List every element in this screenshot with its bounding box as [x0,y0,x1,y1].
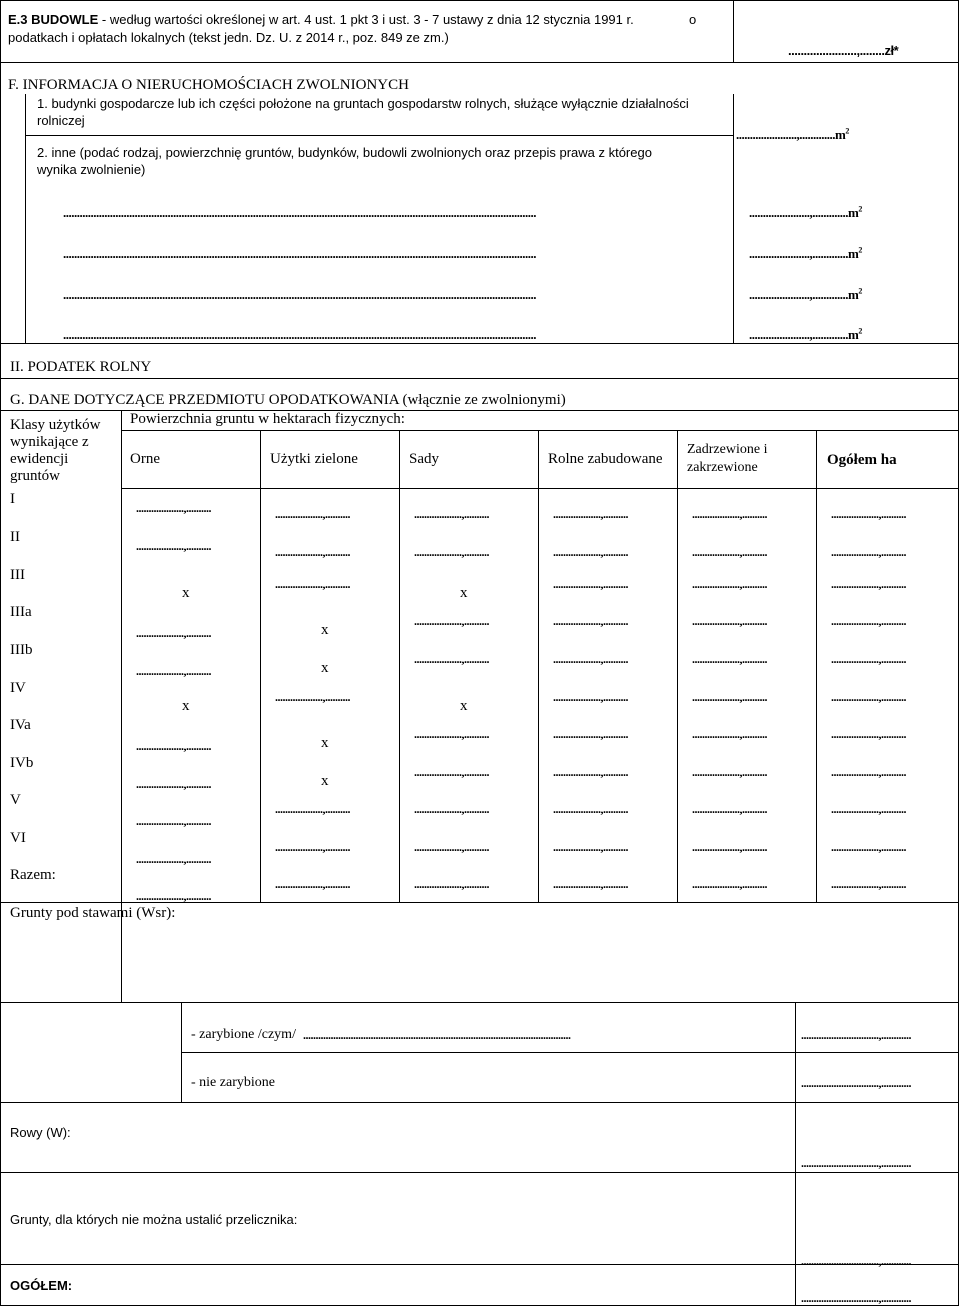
e3-title: E.3 BUDOWLE [8,12,99,27]
g-cell-input[interactable]: ...................,.......... [275,577,350,591]
g-cell-input[interactable]: ...................,.......... [692,614,767,628]
g-title [10,391,566,410]
g-cell-input[interactable]: ...................,.......... [831,690,906,704]
lower-divider [795,1002,796,1306]
e3-divider [733,0,734,62]
g-cell-input[interactable]: ...................,.......... [136,626,211,640]
g-cell-excluded-mark: x [182,585,190,601]
rowy-label: Rowy (W): [10,1125,71,1140]
ii-bottom [0,378,959,379]
g-sub-header-top [121,430,959,431]
f-title: F. INFORMACJA O NIERUCHOMOŚCIACH ZWOLNIONYCH [8,77,409,93]
f-line-3-amount-text: ......................,.............m [749,287,859,302]
border-right [958,0,959,1306]
f-line-3-amount-sup: 2 [858,286,862,296]
g-row-label: IIIb [10,642,33,658]
g-row-label: IVb [10,755,34,771]
g-cell-input[interactable]: ...................,.......... [692,727,767,741]
ii-title: II. PODATEK ROLNY [10,359,152,375]
f-divider [733,94,734,344]
f-line-2-dots[interactable]: ............................................................................................................................................................................ [63,246,536,261]
e3-bottom [0,62,959,63]
f-item1-amount[interactable] [736,126,849,143]
g-cell-input[interactable]: ...................,.......... [831,765,906,779]
border-top [0,0,959,1]
g-klasy-line3: ewidencji [10,451,69,467]
g-title-main: G. DANE DOTYCZĄCE PRZEDMIOTU OPODATKOWANIA [10,392,399,408]
g-col-header-rolne: Rolne zabudowane [548,451,663,467]
g-cell-input[interactable]: ...................,.......... [136,739,211,753]
zarybione-amount[interactable]: ...............................,............ [801,1028,911,1042]
g-cell-input[interactable]: ...................,.......... [553,614,628,628]
stawy-sub-bottom [0,1102,959,1103]
e3-o-letter: o [689,12,697,27]
g-stawy-bottom [0,1002,959,1003]
g-cell-input[interactable]: ...................,.......... [831,507,906,521]
f-bottom [0,343,959,344]
g-col-3 [538,430,539,902]
g-cell-input[interactable]: ...................,.......... [136,501,211,515]
g-cell-input[interactable]: ...................,.......... [553,727,628,741]
f-line-4-dots[interactable]: ............................................................................................................................................................................ [63,327,536,342]
g-cell-input[interactable]: ...................,.......... [553,840,628,854]
g-row-label: Razem: [10,867,56,883]
g-cell-input[interactable]: ...................,.......... [136,539,211,553]
g-row-label: V [10,792,21,808]
f-item1-amount-sup: 2 [845,126,849,136]
g-cell-input[interactable]: ...................,.......... [692,765,767,779]
g-cell-input[interactable]: ...................,.......... [692,545,767,559]
g-grunty-pod-stawami: Grunty pod stawami (Wsr): [10,905,176,921]
ogolem-amount[interactable]: ...............................,............ [801,1291,911,1305]
g-title-suffix: (włącznie ze zwolnionymi) [398,392,566,408]
f-line-1-amount-text: ......................,.............m [749,205,859,220]
g-cell-excluded-mark: x [321,660,329,676]
f-line-1-amount[interactable] [749,204,862,221]
f-line-3-amount[interactable] [749,286,862,303]
g-cell-input[interactable]: ...................,.......... [136,814,211,828]
f-line-4-amount-sup: 2 [858,326,862,336]
g-cell-input[interactable]: ...................,.......... [831,727,906,741]
g-cell-input[interactable]: ...................,.......... [831,877,906,891]
f-line-1-dots[interactable]: ............................................................................................................................................................................ [63,205,536,220]
g-cell-input[interactable]: ...................,.......... [831,840,906,854]
g-cell-input[interactable]: ...................,.......... [275,690,350,704]
g-cell-input[interactable]: ...................,.......... [414,652,489,666]
g-cell-input[interactable]: ...................,.......... [275,802,350,816]
g-cell-input[interactable]: ...................,.......... [692,690,767,704]
g-cell-input[interactable]: ...................,.......... [136,889,211,903]
g-col-header-zadrzewione: Zadrzewione i zakrzewione [687,442,768,475]
e3-description: - według wartości określonej w art. 4 ust. 1 pkt 3 i ust. 3 - 7 ustawy z dnia 12 stycznia 1991 r. [98,12,634,27]
f-line-3-dots[interactable]: ............................................................................................................................................................................ [63,287,536,302]
g-row-label: IVa [10,717,31,733]
g-cell-input[interactable]: ...................,.......... [553,652,628,666]
zarybione-label: - zarybione /czym/ [191,1027,296,1042]
g-row-label: I [10,491,15,507]
g-col-4 [677,430,678,902]
g-cell-input[interactable]: ...................,.......... [553,545,628,559]
g-cell-input[interactable]: ...................,.......... [553,577,628,591]
g-header-bottom [121,488,959,489]
grunty-nieustalone-label: Grunty, dla których nie można ustalić przelicznika: [10,1212,298,1227]
g-cell-input[interactable]: ...................,.......... [414,507,489,521]
g-cell-input[interactable]: ...................,.......... [831,577,906,591]
g-row-label: VI [10,830,26,846]
rowy-bottom [0,1172,959,1173]
g-cell-input[interactable]: ...................,.......... [414,614,489,628]
g-cell-excluded-mark: x [321,622,329,638]
nie-zarybione-amount[interactable]: ...............................,............ [801,1076,911,1090]
f-line-4-amount[interactable] [749,326,862,343]
g-cell-input[interactable]: ...................,.......... [692,877,767,891]
f-item2-line1: 2. inne (podać rodzaj, powierzchnię gruntów, budynków, budowli zwolnionych oraz przepis prawa z którego [37,145,652,160]
nie-zarybione-label: - nie zarybione [191,1075,275,1090]
f-item1-line1: 1. budynki gospodarcze lub ich części położone na gruntach gospodarstw rolnych, służące wyłącznie działalności [37,96,689,111]
f-line-4-amount-text: ......................,.............m [749,327,859,342]
g-cell-excluded-mark: x [321,735,329,751]
g-col-2 [399,430,400,902]
g-col-header-orne: Orne [130,451,160,467]
g-cell-excluded-mark: x [182,698,190,714]
g-row-label: IV [10,680,26,696]
g-cell-input[interactable]: ...................,.......... [553,690,628,704]
g-cell-input[interactable]: ...................,.......... [414,765,489,779]
g-cell-input[interactable]: ...................,.......... [692,840,767,854]
g-cell-input[interactable]: ...................,.......... [136,852,211,866]
g-col-header-ogolem: Ogółem ha [827,452,897,468]
f-line-2-amount-sup: 2 [858,245,862,255]
zarybione-bottom [181,1052,959,1053]
g-cell-input[interactable]: ...................,.......... [831,545,906,559]
g-cell-input[interactable]: ...................,.......... [275,545,350,559]
g-klasy-line1: Klasy użytków [10,417,101,433]
f-item1-amount-text: ......................,.............m [736,127,846,142]
g-cell-input[interactable]: ...................,.......... [414,877,489,891]
g-cell-input[interactable]: ...................,.......... [136,664,211,678]
g-col-header-uzytki: Użytki zielone [270,451,358,467]
g-cell-input[interactable]: ...................,.......... [831,802,906,816]
e3-amount[interactable]: ......................,........zł* [788,43,899,58]
g-cell-input[interactable]: ...................,.......... [553,507,628,521]
g-powierzchnia-header: Powierzchnia gruntu w hektarach fizycznych: [130,411,405,427]
g-row-label: IIIa [10,604,32,620]
g-cell-input[interactable]: ...................,.......... [275,840,350,854]
g-cell-input[interactable]: ...................,.......... [831,652,906,666]
g-cell-input[interactable]: ...................,.......... [553,877,628,891]
g-cell-input[interactable]: ...................,.......... [414,840,489,854]
f-line-1-amount-sup: 2 [858,204,862,214]
g-row-label: III [10,567,25,583]
g-cell-input[interactable]: ...................,.......... [414,545,489,559]
f-line-2-amount[interactable] [749,245,862,262]
g-klasy-line4: gruntów [10,468,60,484]
g-cell-input[interactable]: ...................,.......... [414,802,489,816]
ogolem-label: OGÓŁEM: [10,1278,73,1293]
g-cell-input[interactable]: ...................,.......... [414,727,489,741]
g-cell-input[interactable]: ...................,.......... [692,577,767,591]
g-row-label: II [10,529,20,545]
e3-description-line2: podatkach i opłatach lokalnych (tekst jedn. Dz. U. z 2014 r., poz. 849 ze zm.) [8,30,449,45]
g-cell-excluded-mark: x [460,698,468,714]
g-cell-excluded-mark: x [321,773,329,789]
e3-heading [8,11,634,28]
f-item1-bottom [25,135,733,136]
g-col-5 [816,430,817,902]
g-col-1 [260,430,261,902]
g-cell-excluded-mark: x [460,585,468,601]
grunty-nieustalone-amount[interactable]: ...............................,............ [801,1254,911,1268]
f-item2-line2: wynika zwolnienie) [37,162,146,177]
g-cell-input[interactable]: ...................,.......... [831,614,906,628]
g-cell-input[interactable]: ...................,.......... [275,877,350,891]
zarybione-dots[interactable]: ........................................................................................................... [303,1028,571,1042]
g-cell-input[interactable]: ...................,.......... [692,652,767,666]
f-item1-line2: rolniczej [37,113,85,128]
f-left-indent [25,94,26,344]
rowy-amount[interactable]: ...............................,............ [801,1156,911,1170]
g-cell-input[interactable]: ...................,.......... [692,802,767,816]
g-col-header-sady: Sady [409,451,439,467]
border-left [0,0,1,1306]
g-cell-input[interactable]: ...................,.......... [692,507,767,521]
g-cell-input[interactable]: ...................,.......... [275,507,350,521]
g-cell-input[interactable]: ...................,.......... [553,802,628,816]
g-cell-input[interactable]: ...................,.......... [553,765,628,779]
g-klasy-line2: wynikające z [10,434,89,450]
g-cell-input[interactable]: ...................,.......... [136,777,211,791]
f-line-2-amount-text: ......................,.............m [749,246,859,261]
